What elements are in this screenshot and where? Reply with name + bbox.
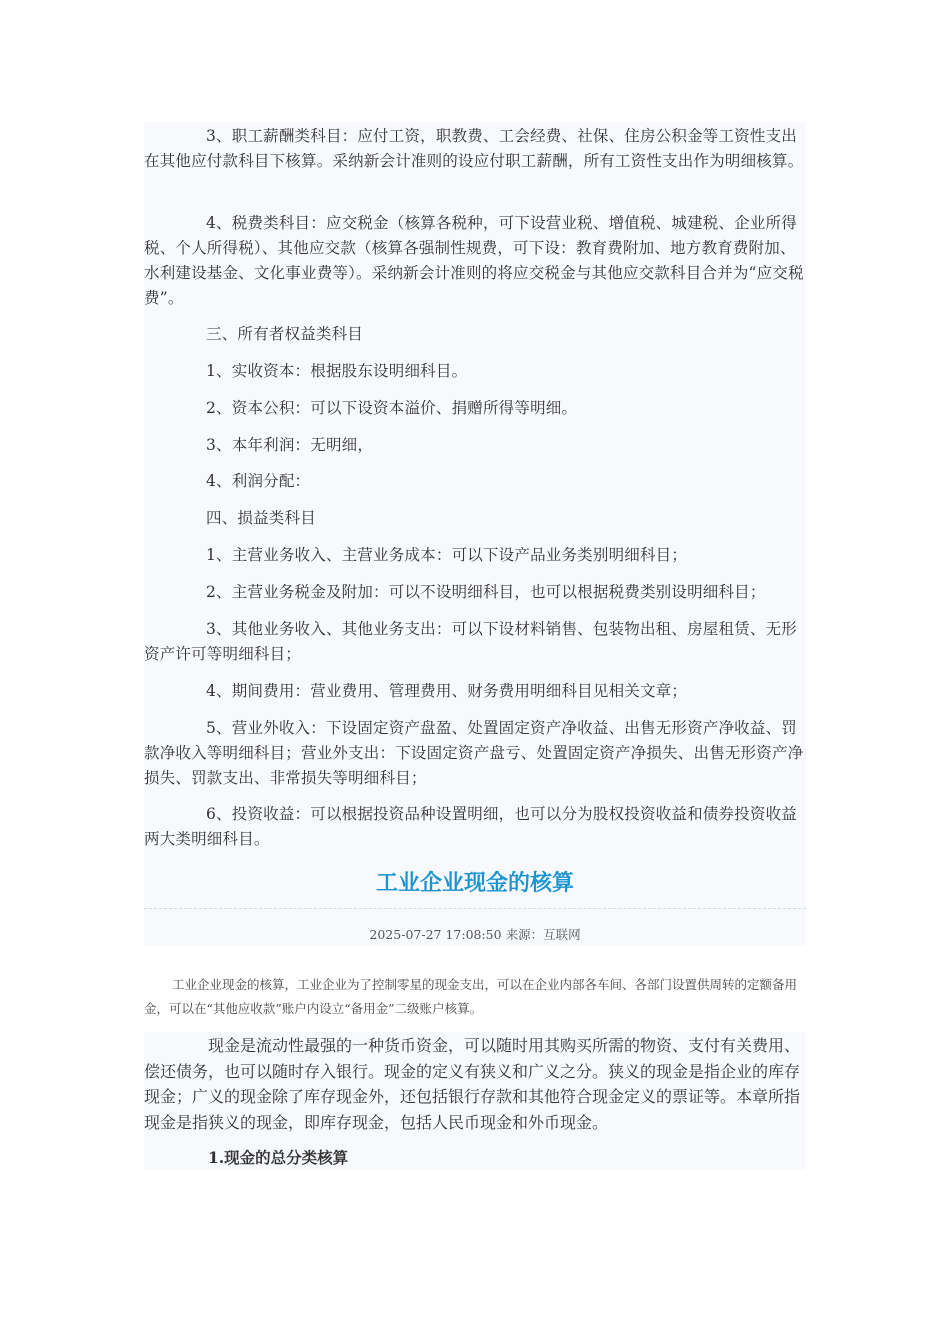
paragraph-investment-income: 6、投资收益：可以根据投资品种设置明细，也可以分为股权投资收益和债券投资收益两大类明细科目。 [144, 805, 797, 848]
article-title: 工业企业现金的核算 [375, 871, 574, 896]
heading-income-accounts: 四、损益类科目 [206, 509, 316, 527]
paragraph-cash-definition: 现金是流动性最强的一种货币资金，可以随时用其购买所需的物资、支付有关费用、偿还债务，也可以随时存入银行。现金的定义有狭义和广义之分。狭义的现金是指企业的库存现金；广义的现金除了库存现金外，还包括银行存款和其他符合现金定义的票证等。本章所指现金是指狭义的现金，即库存现金，包括人民币现金和外币现金。 [144, 1036, 801, 1132]
paragraph-non-operating: 5、营业外收入：下设固定资产盘盈、处置固定资产净收益、出售无形资产净收益、罚款净收入等明细科目；营业外支出：下设固定资产盘亏、处置固定资产净损失、出售无形资产净损失、罚款支出、非常损失等明细科目； [144, 719, 804, 787]
heading-equity-accounts: 三、所有者权益类科目 [206, 325, 364, 343]
article-intro: 工业企业现金的核算，工业企业为了控制零星的现金支出，可以在企业内部各车间、各部门设置供周转的定额备用金，可以在“其他应收款”账户内设立“备用金”二级账户核算。 [144, 977, 798, 1016]
section-subheading: 1.现金的总分类核算 [208, 1148, 349, 1167]
article-meta: 2025-07-27 17:08:50 来源：互联网 [369, 927, 581, 942]
paragraph-business-tax: 2、主营业务税金及附加：可以不设明细科目，也可以根据税费类别设明细科目； [206, 583, 766, 601]
paragraph-profit-distribution: 4、利润分配： [206, 472, 311, 490]
paragraph-current-profit: 3、本年利润：无明细， [206, 436, 374, 454]
title-divider [144, 908, 806, 909]
paragraph-salary-accounts: 3、职工薪酬类科目：应付工资，职教费、工会经费、社保、住房公积金等工资性支出在其他应付款科目下核算。采纳新会计准则的设应付职工薪酬，所有工资性支出作为明细核算。 [144, 127, 804, 170]
paragraph-tax-accounts: 4、税费类科目：应交税金（核算各税种，可下设营业税、增值税、城建税、企业所得税、个人所得税）、其他应交款（核算各强制性规费，可下设：教育费附加、地方教育费附加、水利建设基金、文化事业费等）。采纳新会计准则的将应交税金与其他应交款科目合并为“应交税费”。 [144, 214, 804, 307]
paragraph-other-revenue: 3、其他业务收入、其他业务支出：可以下设材料销售、包装物出租、房屋租赁、无形资产许可等明细科目； [144, 620, 797, 663]
paragraph-paid-in-capital: 1、实收资本：根据股东设明细科目。 [206, 362, 468, 380]
paragraph-main-revenue: 1、主营业务收入、主营业务成本：可以下设产品业务类别明细科目； [206, 546, 688, 564]
paragraph-capital-reserve: 2、资本公积：可以下设资本溢价、捐赠所得等明细。 [206, 399, 578, 417]
paragraph-period-expenses: 4、期间费用：营业费用、管理费用、财务费用明细科目见相关文章； [206, 682, 688, 700]
